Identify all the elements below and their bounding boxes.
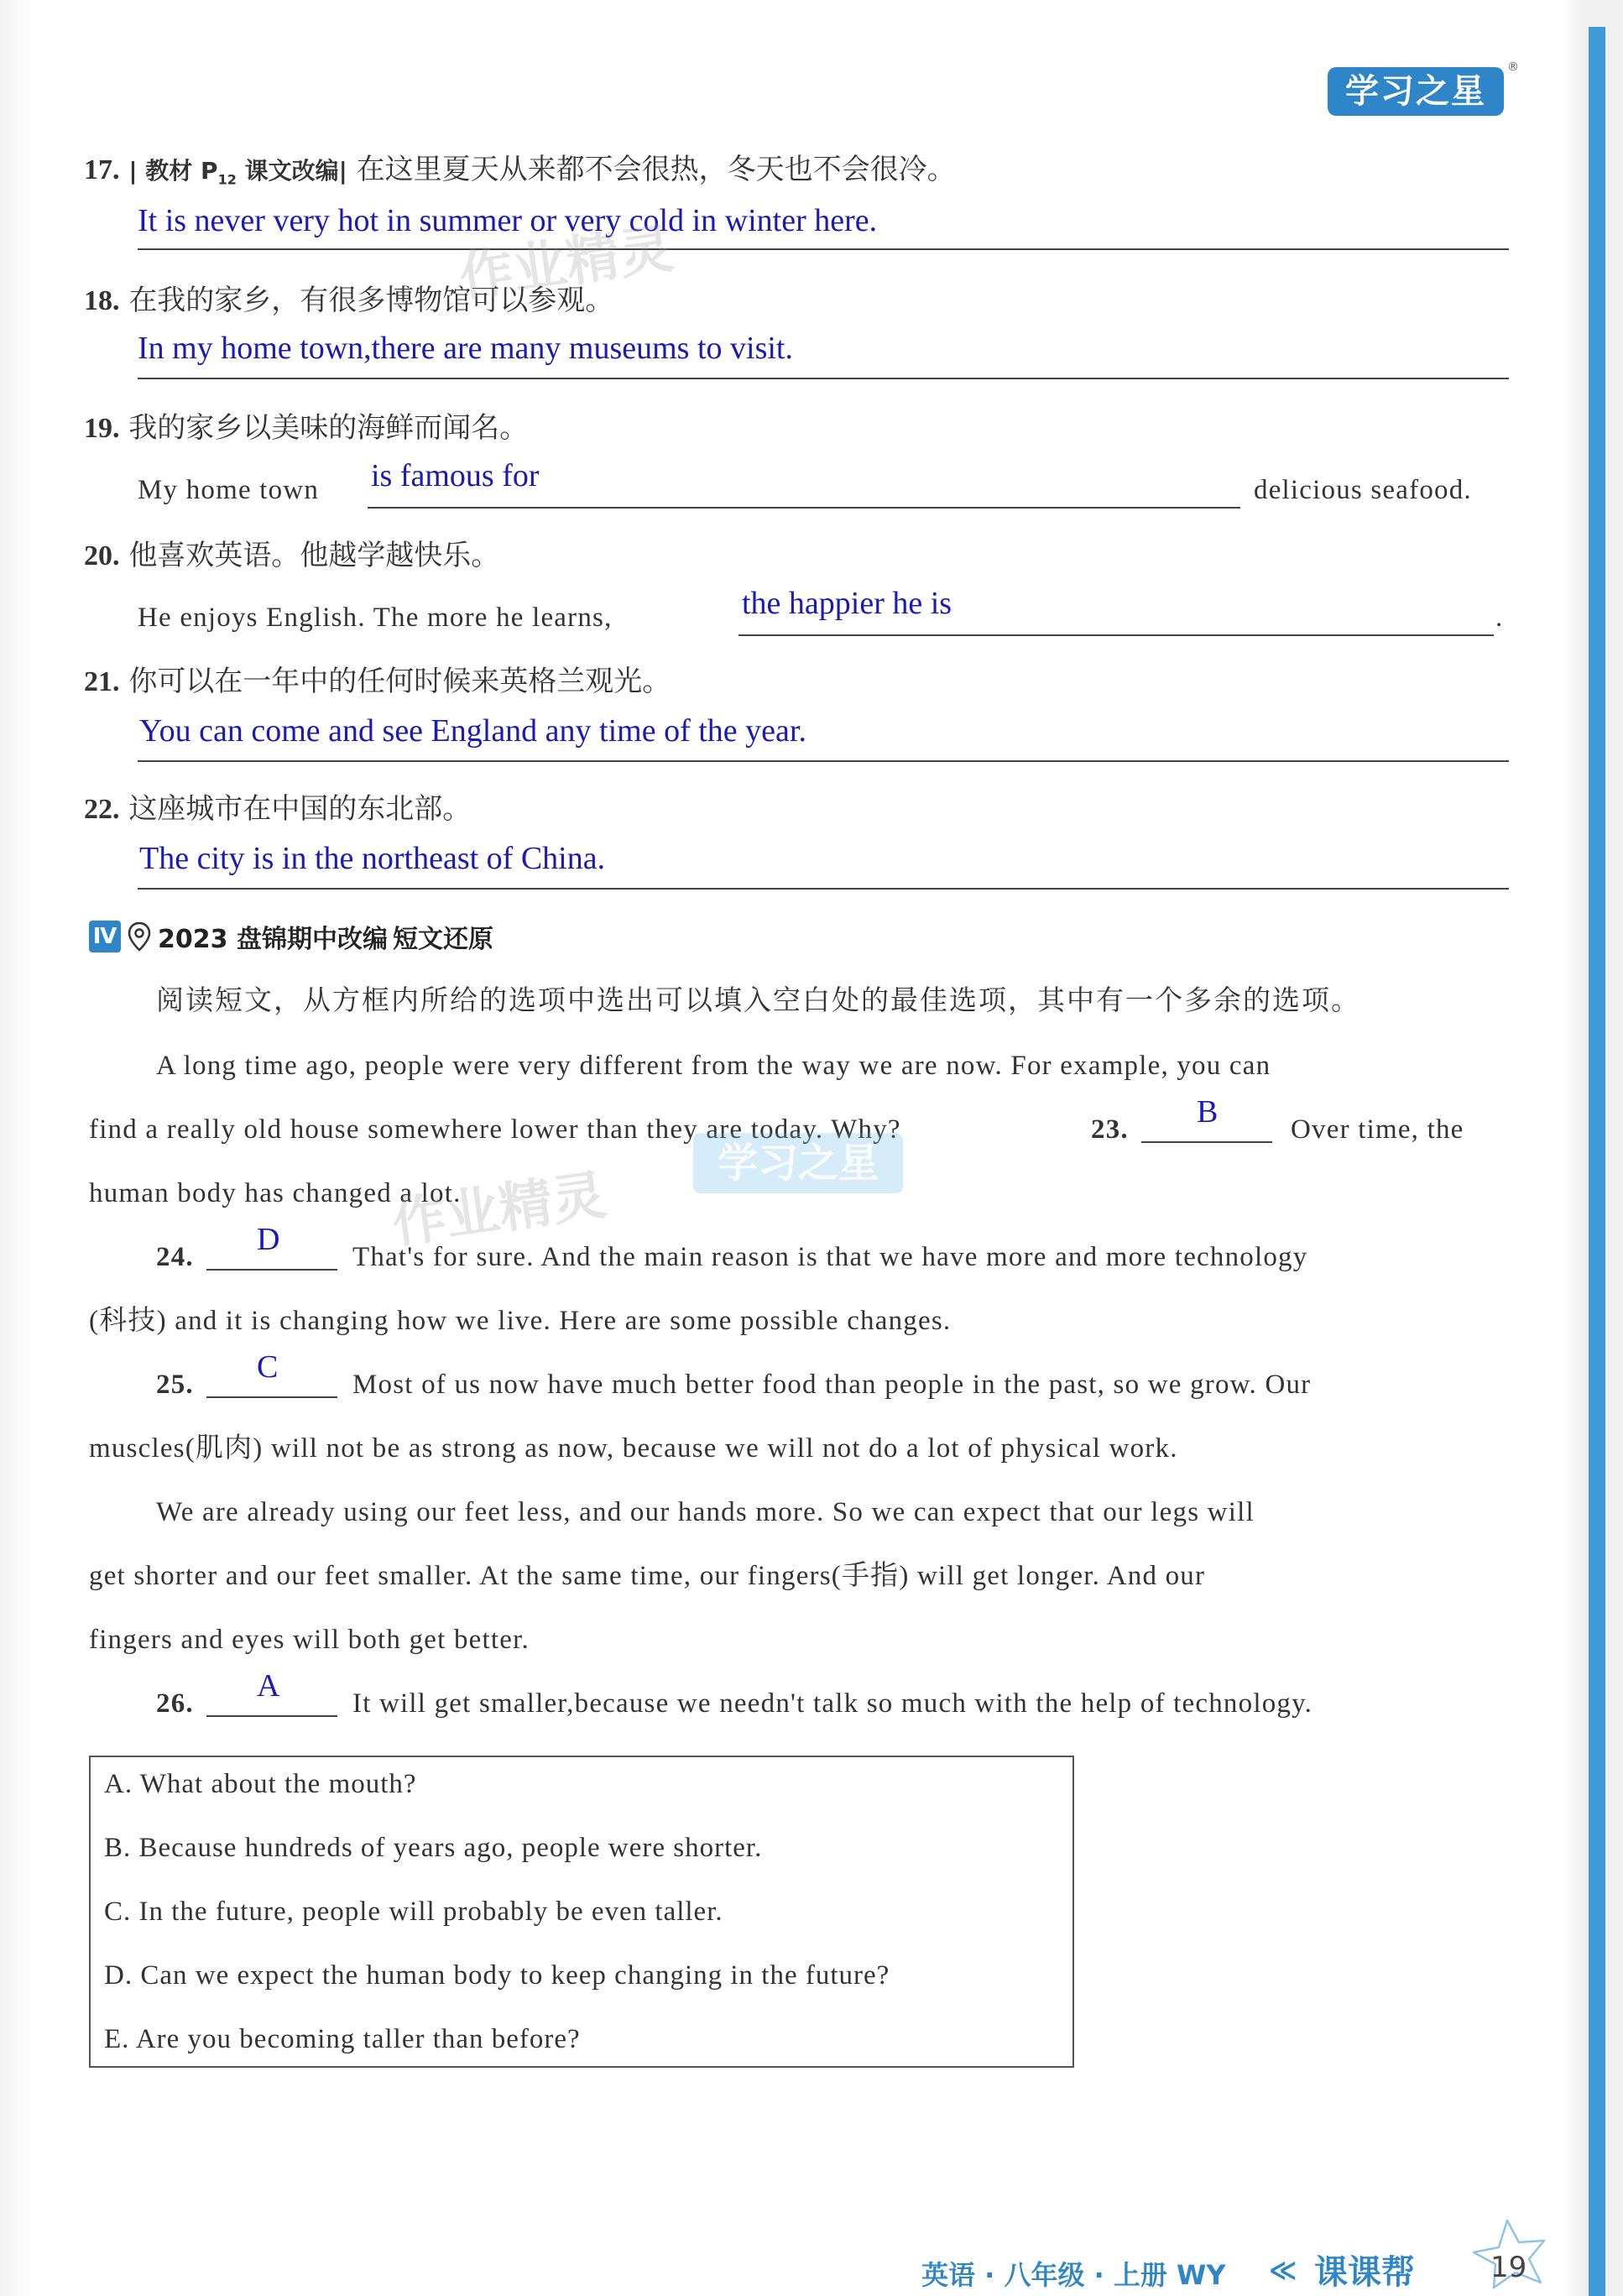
footer-subject: 英语 · 八年级 · 上册 WY [921, 2259, 1226, 2291]
answer-blank [738, 634, 1494, 636]
passage-line: find a really old house somewhere lower than they are today. Why? [89, 1114, 901, 1145]
answer-22: The city is in the northeast of China. [139, 841, 606, 876]
question-prompt: 在我的家乡，有很多博物馆可以参观。 [128, 284, 614, 317]
answer-19: is famous for [371, 458, 540, 493]
passage-line: (科技) and it is changing how we live. Here are some possible changes. [89, 1306, 952, 1336]
question-number: 19. [84, 413, 120, 444]
question-number: 20. [84, 540, 120, 571]
answer-blank [1141, 1141, 1272, 1143]
passage-line: A long time ago, people were very different from the way we are now. For example, you can [156, 1051, 1271, 1081]
blank-number-25: 25. [156, 1370, 194, 1400]
section-title: 短文还原 [392, 925, 493, 954]
answer-23: B [1197, 1094, 1219, 1130]
question-prompt: 这座城市在中国的东北部。 [128, 792, 472, 826]
answer-line [138, 248, 1509, 250]
passage-line: Most of us now have much better food than people in the past, so we grow. Our [352, 1370, 1312, 1400]
passage-line: muscles(肌肉) will not be as strong as now, because we will not do a lot of physical work. [89, 1433, 1178, 1464]
watermark: 作业精灵 [388, 1164, 610, 1256]
watermark-logo: 学习之星 [693, 1133, 903, 1193]
sentence-tail: . [1495, 603, 1504, 633]
answer-blank [368, 507, 1240, 509]
option-c: C. In the future, people will probably be even taller. [104, 1897, 723, 1927]
sentence-tail: delicious seafood. [1254, 475, 1472, 505]
answer-line [138, 760, 1509, 762]
passage-line: That's for sure. And the main reason is that we have more and more technology [352, 1242, 1308, 1272]
blank-number-23: 23. [1091, 1114, 1129, 1145]
question-20 [84, 537, 499, 575]
footer-series: 课课帮 [1314, 2253, 1415, 2292]
question-prompt: 在这里夏天从来都不会很热，冬天也不会很冷。 [356, 153, 956, 186]
answer-line [138, 378, 1509, 379]
answer-blank [206, 1269, 337, 1271]
question-number: 17. [84, 154, 120, 185]
section-instruction: 阅读短文，从方框内所给的选项中选出可以填入空白处的最佳选项，其中有一个多余的选项。 [156, 984, 1360, 1016]
section-number-badge: Ⅳ [89, 921, 121, 952]
question-number: 21. [84, 666, 120, 697]
brand-logo: 学习之星 [1328, 67, 1504, 116]
question-prompt: 我的家乡以美味的海鲜而闻名。 [128, 411, 529, 445]
answer-line [138, 888, 1509, 890]
answer-17: It is never very hot in summer or very cold in winter here. [138, 203, 878, 238]
option-e: E. Are you becoming taller than before? [104, 2024, 581, 2054]
option-b: B. Because hundreds of years ago, people were shorter. [104, 1833, 763, 1863]
question-prompt: 他喜欢英语。他越学越快乐。 [128, 539, 500, 572]
option-a: A. What about the mouth? [104, 1769, 417, 1799]
watermark: 作业精灵 [455, 217, 677, 310]
option-d: D. Can we expect the human body to keep changing in the future? [104, 1960, 890, 1991]
footer-arrows: ≪ [1269, 2254, 1297, 2286]
answer-blank [206, 1715, 337, 1717]
blank-number-24: 24. [156, 1242, 194, 1272]
sentence-lead: He enjoys English. The more he learns, [138, 603, 613, 633]
question-22 [84, 791, 471, 828]
registered-mark: ® [1507, 60, 1519, 74]
question-number: 22. [84, 794, 120, 825]
answer-26: A [257, 1668, 280, 1704]
question-19 [84, 410, 528, 447]
question-21 [84, 663, 671, 701]
section-heading [89, 918, 493, 955]
answer-25: C [257, 1349, 279, 1385]
passage-line: human body has changed a lot. [89, 1178, 462, 1208]
question-17 [84, 151, 956, 199]
answer-blank [206, 1396, 337, 1398]
answer-18: In my home town,there are many museums to visit. [138, 331, 793, 366]
passage-line: get shorter and our feet smaller. At the same time, our fingers(手指) will get longer. And our [89, 1561, 1206, 1591]
location-pin-icon [126, 921, 153, 952]
passage-line: Over time, the [1291, 1114, 1464, 1145]
question-number: 18. [84, 285, 120, 316]
answer-20: the happier he is [742, 586, 952, 621]
sentence-lead: My home town [138, 475, 320, 505]
page-number: 19 [1490, 2251, 1527, 2284]
options-box [89, 1756, 1074, 2068]
blank-number-26: 26. [156, 1688, 194, 1719]
source-tag: | 教材 $P_{12}$ 课文改编| [128, 157, 347, 188]
passage-line: It will get smaller,because we needn't talk so much with the help of technology. [352, 1688, 1313, 1719]
question-prompt: 你可以在一年中的任何时候来英格兰观光。 [128, 665, 671, 698]
passage-line: fingers and eyes will both get better. [89, 1625, 530, 1655]
answer-21: You can come and see England any time of the year. [139, 713, 806, 749]
passage-line: We are already using our feet less, and our hands more. So we can expect that our legs will [156, 1497, 1255, 1527]
page-edge-strip [1589, 27, 1605, 2296]
answer-24: D [257, 1222, 280, 1257]
section-source: 2023 盘锦期中改编 [158, 925, 388, 954]
